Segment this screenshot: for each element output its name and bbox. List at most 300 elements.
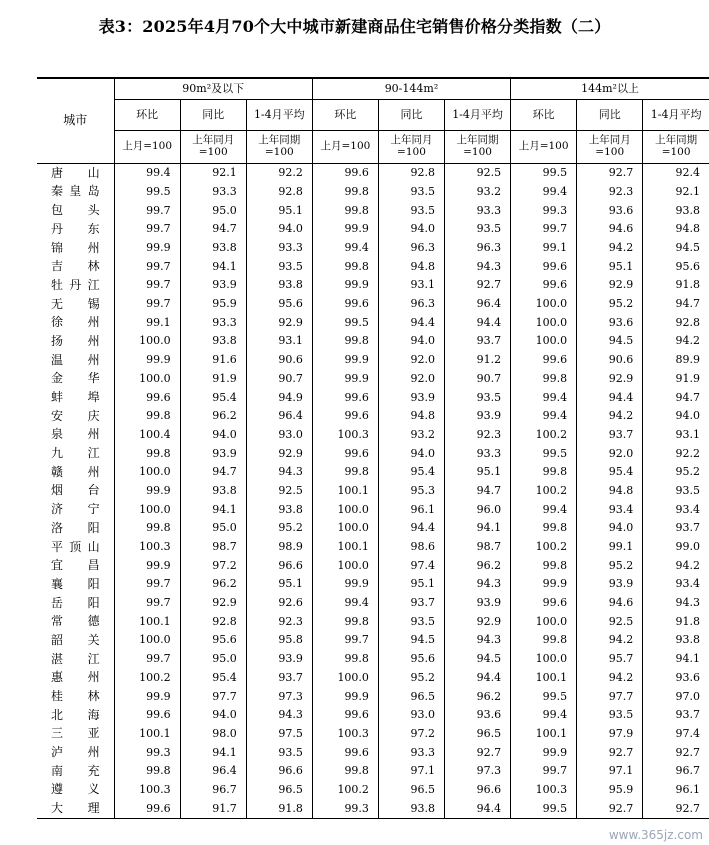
- table-body: [37, 164, 709, 819]
- index-value: 92.2: [246, 164, 312, 183]
- index-value: 99.9: [511, 743, 577, 762]
- table-row: [37, 613, 709, 632]
- table-row: [37, 426, 709, 445]
- index-value: 91.8: [643, 613, 709, 632]
- index-value: 93.9: [180, 276, 246, 295]
- index-value: 95.3: [378, 482, 444, 501]
- index-value: 92.0: [378, 351, 444, 370]
- index-value: 96.4: [445, 295, 511, 314]
- index-value: 94.0: [577, 519, 643, 538]
- index-value: 93.7: [643, 706, 709, 725]
- index-value: 99.7: [114, 257, 180, 276]
- index-value: 100.1: [312, 538, 378, 557]
- index-value: 92.8: [378, 164, 444, 183]
- index-value: 94.8: [378, 407, 444, 426]
- index-value: 92.9: [246, 444, 312, 463]
- table-row: [37, 276, 709, 295]
- index-value: 96.5: [378, 781, 444, 800]
- index-value: 100.3: [114, 538, 180, 557]
- city-name: 北海: [51, 707, 100, 722]
- index-value: 93.9: [180, 444, 246, 463]
- city-name: 泸州: [51, 745, 100, 760]
- table-row: [37, 314, 709, 333]
- index-value: 95.7: [577, 650, 643, 669]
- index-value: 93.6: [577, 201, 643, 220]
- index-value: 100.1: [511, 725, 577, 744]
- index-value: 99.7: [114, 575, 180, 594]
- index-value: 100.1: [312, 482, 378, 501]
- index-value: 93.6: [643, 669, 709, 688]
- index-value: 95.2: [577, 295, 643, 314]
- index-value: 99.8: [312, 332, 378, 351]
- sub-header-cell: 1-4月平均: [643, 100, 709, 131]
- city-name: 九江: [51, 446, 100, 461]
- table-title: 表3：2025年4月70个大中城市新建商品住宅销售价格分类指数（二）: [98, 17, 611, 36]
- index-value: 95.1: [445, 463, 511, 482]
- index-value: 92.7: [643, 743, 709, 762]
- index-value: 100.0: [114, 332, 180, 351]
- index-value: 99.4: [312, 594, 378, 613]
- sub-header-row: [37, 100, 709, 131]
- index-value: 97.2: [378, 725, 444, 744]
- base-header-cell: 上年同月=100: [378, 131, 444, 164]
- index-value: 94.1: [180, 743, 246, 762]
- city-name: 岳阳: [51, 595, 100, 610]
- base-header-cell: 上年同期=100: [643, 131, 709, 164]
- index-value: 97.3: [445, 762, 511, 781]
- index-value: 96.4: [246, 407, 312, 426]
- index-value: 99.3: [511, 201, 577, 220]
- index-value: 99.8: [114, 444, 180, 463]
- city-name: 韶关: [51, 632, 100, 647]
- index-value: 92.7: [577, 164, 643, 183]
- index-value: 93.4: [643, 575, 709, 594]
- city-name: 包头: [51, 203, 100, 218]
- index-value: 93.7: [643, 519, 709, 538]
- table-row: [37, 575, 709, 594]
- index-value: 94.8: [577, 482, 643, 501]
- index-value: 100.1: [511, 669, 577, 688]
- index-value: 93.9: [246, 650, 312, 669]
- index-value: 94.5: [445, 650, 511, 669]
- index-value: 100.4: [114, 426, 180, 445]
- group-header-medium: 90-144m²: [312, 78, 510, 100]
- city-name: 宜昌: [51, 558, 100, 573]
- index-value: 93.7: [246, 669, 312, 688]
- index-value: 98.9: [246, 538, 312, 557]
- index-value: 95.4: [378, 463, 444, 482]
- table-row: [37, 164, 709, 183]
- index-value: 99.7: [511, 762, 577, 781]
- index-value: 97.4: [643, 725, 709, 744]
- index-value: 94.2: [643, 556, 709, 575]
- city-name: 桂林: [51, 689, 100, 703]
- index-value: 95.4: [577, 463, 643, 482]
- city-name: 常德: [51, 614, 100, 629]
- index-value: 94.4: [577, 388, 643, 407]
- index-value: 99.6: [114, 799, 180, 818]
- index-value: 100.0: [114, 500, 180, 519]
- index-value: 92.1: [180, 164, 246, 183]
- index-value: 99.8: [312, 257, 378, 276]
- table-row: [37, 407, 709, 426]
- index-value: 92.7: [445, 276, 511, 295]
- index-value: 94.2: [577, 669, 643, 688]
- table-row: [37, 519, 709, 538]
- index-value: 94.4: [445, 669, 511, 688]
- index-value: 99.8: [312, 183, 378, 202]
- index-value: 93.8: [643, 201, 709, 220]
- price-index-table: [37, 77, 709, 819]
- index-value: 99.7: [114, 220, 180, 239]
- index-value: 99.6: [511, 276, 577, 295]
- index-value: 93.5: [577, 706, 643, 725]
- index-value: 99.4: [511, 388, 577, 407]
- index-value: 100.0: [511, 650, 577, 669]
- index-value: 99.8: [511, 463, 577, 482]
- base-header-cell: 上年同月=100: [180, 131, 246, 164]
- index-value: 95.4: [180, 669, 246, 688]
- index-value: 92.7: [577, 799, 643, 818]
- index-value: 90.6: [246, 351, 312, 370]
- table-row: [37, 351, 709, 370]
- index-value: 94.0: [180, 706, 246, 725]
- index-value: 99.9: [114, 687, 180, 706]
- index-value: 96.2: [180, 575, 246, 594]
- sub-header-cell: 环比: [312, 100, 378, 131]
- index-value: 94.4: [445, 314, 511, 333]
- index-value: 96.1: [378, 500, 444, 519]
- index-value: 93.7: [445, 332, 511, 351]
- sub-header-cell: 同比: [378, 100, 444, 131]
- index-value: 92.9: [180, 594, 246, 613]
- index-value: 94.8: [643, 220, 709, 239]
- index-value: 99.6: [511, 594, 577, 613]
- index-value: 99.5: [511, 444, 577, 463]
- city-column-header: 城市: [37, 78, 114, 164]
- index-value: 94.4: [378, 314, 444, 333]
- index-value: 100.0: [312, 519, 378, 538]
- city-name: 烟台: [51, 483, 100, 498]
- index-value: 95.4: [180, 388, 246, 407]
- index-value: 94.0: [378, 332, 444, 351]
- index-value: 99.6: [312, 743, 378, 762]
- index-value: 93.8: [378, 799, 444, 818]
- index-value: 99.6: [114, 388, 180, 407]
- index-value: 95.8: [246, 631, 312, 650]
- index-value: 99.7: [114, 594, 180, 613]
- index-value: 94.5: [378, 631, 444, 650]
- index-value: 92.5: [577, 613, 643, 632]
- index-value: 99.8: [312, 201, 378, 220]
- index-value: 97.1: [577, 762, 643, 781]
- index-value: 95.2: [378, 669, 444, 688]
- city-name: 惠州: [51, 670, 100, 685]
- index-value: 96.2: [445, 556, 511, 575]
- city-name: 济宁: [51, 502, 100, 517]
- index-value: 99.5: [511, 687, 577, 706]
- index-value: 99.4: [511, 183, 577, 202]
- table-row: [37, 781, 709, 800]
- index-value: 99.1: [511, 239, 577, 258]
- index-value: 92.1: [643, 183, 709, 202]
- index-value: 99.7: [312, 631, 378, 650]
- index-value: 94.3: [445, 575, 511, 594]
- index-value: 93.3: [445, 444, 511, 463]
- index-value: 95.9: [577, 781, 643, 800]
- index-value: 99.6: [511, 351, 577, 370]
- index-value: 100.2: [511, 482, 577, 501]
- index-value: 94.7: [445, 482, 511, 501]
- index-value: 100.0: [312, 669, 378, 688]
- city-name: 平顶山: [51, 539, 100, 554]
- index-value: 91.7: [180, 799, 246, 818]
- index-value: 99.8: [312, 762, 378, 781]
- sub-header-cell: 1-4月平均: [445, 100, 511, 131]
- index-value: 99.8: [114, 762, 180, 781]
- index-value: 93.5: [378, 613, 444, 632]
- index-value: 93.9: [378, 388, 444, 407]
- index-value: 93.3: [180, 183, 246, 202]
- index-value: 92.8: [180, 613, 246, 632]
- index-value: 99.6: [114, 706, 180, 725]
- city-name: 锦州: [51, 240, 100, 255]
- table-row: [37, 631, 709, 650]
- index-value: 100.3: [312, 725, 378, 744]
- index-value: 96.7: [180, 781, 246, 800]
- index-value: 92.7: [445, 743, 511, 762]
- table-row: [37, 370, 709, 389]
- table-row: [37, 257, 709, 276]
- table-header: [37, 78, 709, 164]
- index-value: 99.9: [312, 220, 378, 239]
- table-row: [37, 538, 709, 557]
- index-value: 99.8: [312, 650, 378, 669]
- index-value: 99.9: [114, 239, 180, 258]
- index-value: 96.2: [180, 407, 246, 426]
- city-name: 洛阳: [51, 520, 100, 535]
- index-value: 99.7: [114, 295, 180, 314]
- index-value: 94.2: [577, 631, 643, 650]
- index-value: 99.9: [511, 575, 577, 594]
- index-value: 96.6: [246, 762, 312, 781]
- index-value: 92.8: [246, 183, 312, 202]
- index-value: 92.5: [246, 482, 312, 501]
- index-value: 100.0: [114, 463, 180, 482]
- index-value: 94.4: [445, 799, 511, 818]
- index-value: 98.7: [445, 538, 511, 557]
- index-value: 97.5: [246, 725, 312, 744]
- index-value: 92.7: [643, 799, 709, 818]
- index-value: 99.4: [511, 407, 577, 426]
- index-value: 96.3: [378, 295, 444, 314]
- index-value: 94.7: [643, 295, 709, 314]
- index-value: 100.2: [114, 669, 180, 688]
- city-name: 吉林: [51, 259, 100, 274]
- base-header-cell: 上年同月=100: [577, 131, 643, 164]
- index-value: 92.3: [577, 183, 643, 202]
- sub-header-cell: 1-4月平均: [246, 100, 312, 131]
- index-value: 93.5: [378, 183, 444, 202]
- index-value: 93.5: [643, 482, 709, 501]
- group-header-large: 144m²以上: [511, 78, 709, 100]
- index-value: 94.0: [246, 220, 312, 239]
- index-value: 99.5: [312, 314, 378, 333]
- index-value: 99.8: [312, 613, 378, 632]
- index-value: 93.6: [577, 314, 643, 333]
- base-header-cell: 上年同期=100: [246, 131, 312, 164]
- index-value: 92.5: [445, 164, 511, 183]
- index-value: 100.2: [312, 781, 378, 800]
- sub-header-cell: 同比: [577, 100, 643, 131]
- city-name: 大理: [37, 799, 114, 818]
- index-value: 100.0: [511, 295, 577, 314]
- index-value: 96.3: [445, 239, 511, 258]
- index-value: 99.3: [114, 743, 180, 762]
- base-header-cell: 上月=100: [312, 131, 378, 164]
- index-value: 100.3: [114, 781, 180, 800]
- index-value: 94.0: [378, 444, 444, 463]
- index-value: 94.3: [445, 631, 511, 650]
- index-value: 93.5: [246, 257, 312, 276]
- city-name: 秦皇岛: [51, 184, 100, 199]
- index-value: 94.0: [378, 220, 444, 239]
- index-value: 91.6: [180, 351, 246, 370]
- index-value: 99.6: [312, 444, 378, 463]
- index-value: 93.9: [577, 575, 643, 594]
- index-value: 96.5: [445, 725, 511, 744]
- index-value: 94.2: [643, 332, 709, 351]
- index-value: 92.9: [445, 613, 511, 632]
- index-value: 93.6: [445, 706, 511, 725]
- index-value: 92.3: [246, 613, 312, 632]
- index-value: 93.9: [445, 407, 511, 426]
- city-name: 遵义: [51, 782, 100, 797]
- index-value: 96.6: [445, 781, 511, 800]
- table-row: [37, 295, 709, 314]
- index-value: 94.2: [577, 239, 643, 258]
- index-value: 95.6: [378, 650, 444, 669]
- index-value: 94.2: [577, 407, 643, 426]
- index-value: 92.0: [577, 444, 643, 463]
- index-value: 94.5: [643, 239, 709, 258]
- index-value: 93.1: [246, 332, 312, 351]
- index-value: 95.0: [180, 519, 246, 538]
- index-value: 97.9: [577, 725, 643, 744]
- index-value: 95.2: [643, 463, 709, 482]
- table-row: [37, 500, 709, 519]
- index-value: 93.5: [246, 743, 312, 762]
- index-value: 99.9: [312, 687, 378, 706]
- index-value: 100.0: [312, 556, 378, 575]
- index-value: 99.4: [114, 164, 180, 183]
- index-value: 94.4: [378, 519, 444, 538]
- index-value: 100.1: [114, 613, 180, 632]
- index-value: 94.1: [643, 650, 709, 669]
- index-value: 94.3: [643, 594, 709, 613]
- index-value: 97.1: [378, 762, 444, 781]
- index-value: 94.0: [180, 426, 246, 445]
- table-row: [37, 444, 709, 463]
- index-value: 93.0: [246, 426, 312, 445]
- index-value: 94.1: [180, 257, 246, 276]
- index-value: 100.1: [114, 725, 180, 744]
- index-value: 92.9: [577, 276, 643, 295]
- city-name: 三亚: [51, 726, 100, 741]
- city-name: 牡丹江: [51, 277, 100, 292]
- index-value: 96.0: [445, 500, 511, 519]
- index-value: 95.6: [246, 295, 312, 314]
- index-value: 93.2: [445, 183, 511, 202]
- index-value: 95.1: [246, 201, 312, 220]
- table-row: [37, 650, 709, 669]
- index-value: 95.1: [378, 575, 444, 594]
- index-value: 94.6: [577, 594, 643, 613]
- index-value: 93.0: [378, 706, 444, 725]
- table-row: [37, 725, 709, 744]
- city-name: 丹东: [51, 221, 100, 236]
- index-value: 94.7: [643, 388, 709, 407]
- index-value: 91.8: [246, 799, 312, 818]
- index-value: 90.7: [246, 370, 312, 389]
- group-header-small: 90m²及以下: [114, 78, 312, 100]
- index-value: 99.7: [114, 201, 180, 220]
- index-value: 99.4: [511, 500, 577, 519]
- index-value: 99.5: [511, 799, 577, 818]
- index-value: 91.8: [643, 276, 709, 295]
- index-value: 99.3: [312, 799, 378, 818]
- index-value: 96.4: [180, 762, 246, 781]
- index-value: 100.0: [114, 370, 180, 389]
- base-header-cell: 上年同期=100: [445, 131, 511, 164]
- index-value: 96.5: [246, 781, 312, 800]
- index-value: 92.9: [577, 370, 643, 389]
- index-value: 97.4: [378, 556, 444, 575]
- table-row: [37, 687, 709, 706]
- index-value: 92.8: [643, 314, 709, 333]
- index-value: 98.6: [378, 538, 444, 557]
- index-value: 92.3: [445, 426, 511, 445]
- index-value: 99.6: [511, 257, 577, 276]
- table-row: [37, 239, 709, 258]
- index-value: 92.2: [643, 444, 709, 463]
- index-value: 100.0: [511, 332, 577, 351]
- index-value: 94.5: [577, 332, 643, 351]
- table-row: [37, 183, 709, 202]
- city-name: 赣州: [51, 464, 100, 479]
- city-name: 蚌埠: [51, 390, 100, 404]
- index-value: 93.9: [445, 594, 511, 613]
- table-row: [37, 743, 709, 762]
- index-value: 95.6: [643, 257, 709, 276]
- index-value: 92.0: [378, 370, 444, 389]
- index-value: 100.0: [511, 613, 577, 632]
- index-value: 91.2: [445, 351, 511, 370]
- table-row: [37, 669, 709, 688]
- index-value: 93.3: [246, 239, 312, 258]
- index-value: 99.9: [312, 351, 378, 370]
- index-value: 97.7: [577, 687, 643, 706]
- index-value: 95.1: [246, 575, 312, 594]
- index-value: 99.6: [312, 388, 378, 407]
- index-value: 99.8: [511, 631, 577, 650]
- table-row: [37, 332, 709, 351]
- index-value: 93.2: [378, 426, 444, 445]
- index-value: 93.3: [180, 314, 246, 333]
- index-value: 99.6: [312, 407, 378, 426]
- index-value: 99.8: [511, 519, 577, 538]
- index-value: 93.8: [180, 482, 246, 501]
